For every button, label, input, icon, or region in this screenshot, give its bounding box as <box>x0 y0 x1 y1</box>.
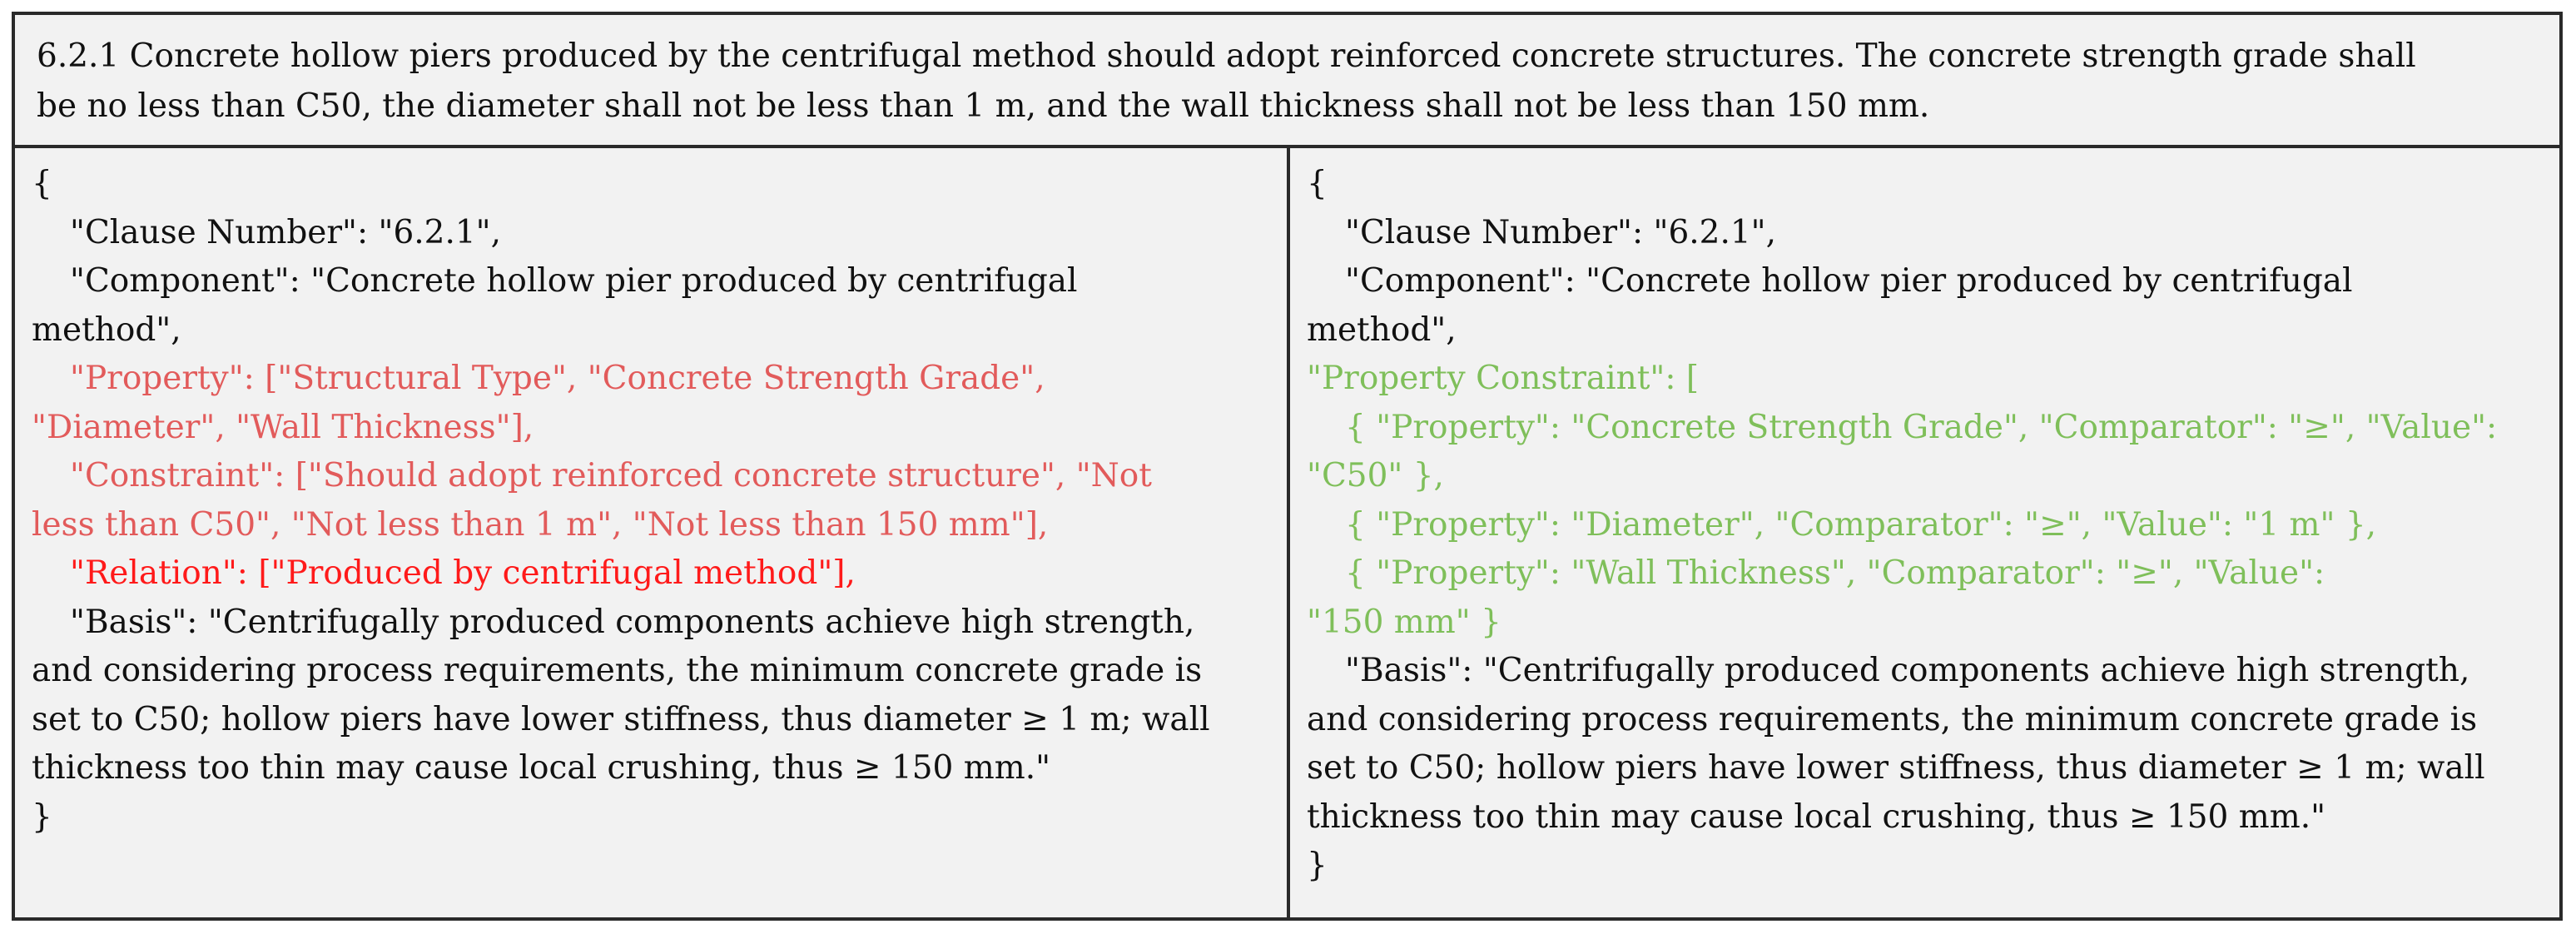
property-constraint-line: { "Property": "Concrete Strength Grade", "Comparator": "≥", "Value": <box>1345 408 2498 446</box>
constraint-line: "Constraint": ["Should adopt reinforced concrete structure", "Not <box>70 457 1152 494</box>
basis-line: set to C50; hollow piers have lower stiffness, thus diameter ≥ 1 m; wall <box>1307 749 2485 787</box>
relation-line: "Relation": ["Produced by centrifugal method"], <box>70 554 856 592</box>
json-line: "Clause Number": "6.2.1", <box>70 213 502 251</box>
comparison-table <box>12 12 2563 921</box>
basis-line: thickness too thin may cause local crushing, thus ≥ 150 mm." <box>32 749 1051 787</box>
clause-text <box>15 15 2559 148</box>
json-line: "Component": "Concrete hollow pier produced by centrifugal <box>1345 262 2353 300</box>
right-json-panel <box>1290 148 2559 917</box>
left-json-panel <box>15 148 1290 917</box>
basis-line: and considering process requirements, the minimum concrete grade is <box>32 652 1203 689</box>
json-line: { <box>1307 165 1328 202</box>
json-line: { <box>32 165 52 202</box>
basis-line: "Basis": "Centrifugally produced components achieve high strength, <box>70 603 1195 641</box>
basis-line: set to C50; hollow piers have lower stiffness, thus diameter ≥ 1 m; wall <box>32 700 1210 738</box>
property-constraint-line: "Property Constraint": [ <box>1307 360 1700 397</box>
clause-text-line: be no less than C50, the diameter shall not be less than 1 m, and the wall thickness shall not be less than 150 mm. <box>37 87 1930 125</box>
basis-line: thickness too thin may cause local crushing, thus ≥ 150 mm." <box>1307 797 2326 836</box>
json-line: } <box>1307 847 1328 884</box>
basis-line: and considering process requirements, the minimum concrete grade is <box>1307 700 2478 738</box>
property-constraint-line: "150 mm" } <box>1307 603 1501 641</box>
json-line: "Component": "Concrete hollow pier produced by centrifugal <box>70 262 1078 300</box>
json-line: method", <box>32 311 181 349</box>
json-line: } <box>32 797 52 836</box>
json-line: "Clause Number": "6.2.1", <box>1345 213 1777 251</box>
property-line: "Diameter", "Wall Thickness"], <box>32 408 534 446</box>
property-constraint-line: { "Property": "Wall Thickness", "Comparator": "≥", "Value": <box>1345 554 2325 592</box>
property-constraint-line: { "Property": "Diameter", "Comparator": "≥", "Value": "1 m" }, <box>1345 505 2377 544</box>
basis-line: "Basis": "Centrifugally produced components achieve high strength, <box>1345 652 2470 689</box>
property-line: "Property": ["Structural Type", "Concrete Strength Grade", <box>70 360 1045 397</box>
json-line: method", <box>1307 311 1457 349</box>
constraint-line: less than C50", "Not less than 1 m", "Not less than 150 mm"], <box>32 505 1049 544</box>
clause-text-line: 6.2.1 Concrete hollow piers produced by the centrifugal method should adopt reinforced concrete structures. The concrete strength grade shall <box>37 37 2416 75</box>
property-constraint-line: "C50" }, <box>1307 457 1444 494</box>
